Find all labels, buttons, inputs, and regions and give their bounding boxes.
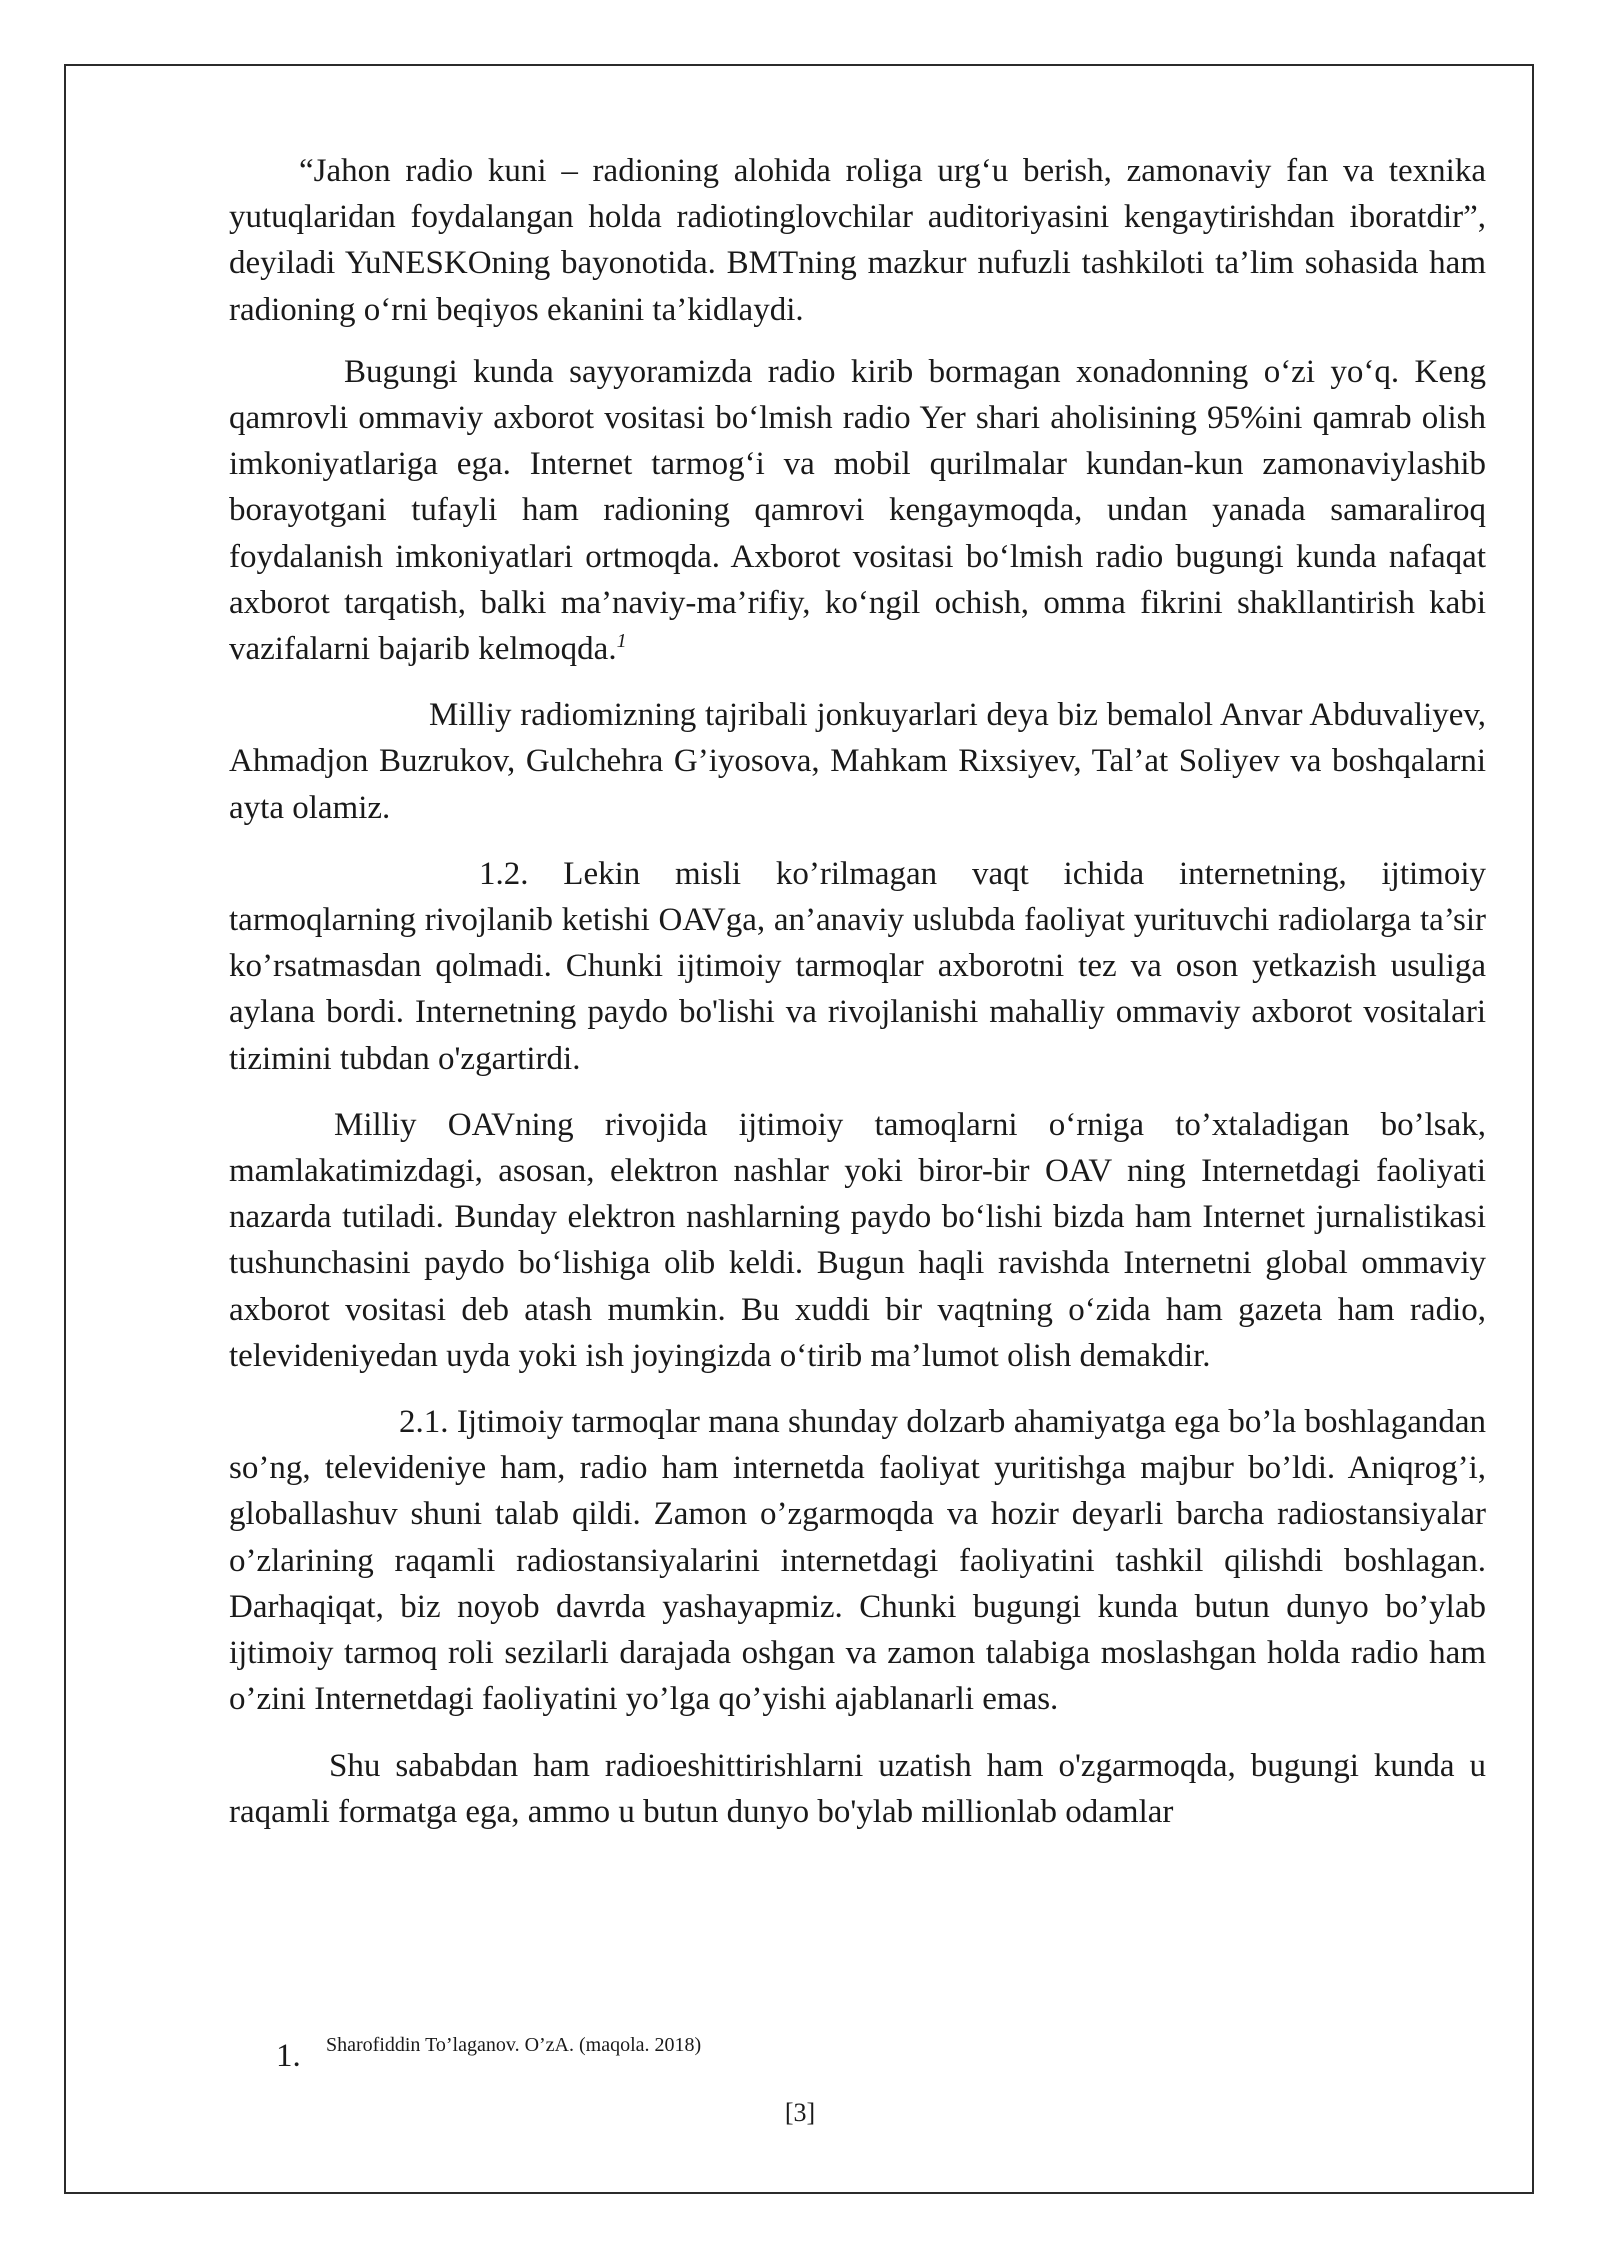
paragraph-broadcast-change: Shu sababdan ham radioeshittirishlarni uzatish ham o'zgarmoqda, bugungi kunda u raqamli formatga ega, ammo u butun dunyo bo'ylab millionlab odamlar [229,1747,1486,1830]
footnote [276,2030,1376,2076]
document-body [229,148,1486,1851]
paragraph-national-radio-figures: Milliy radiomizning tajribali jonkuyarlari deya biz bemalol Anvar Abduvaliyev, Ahmadjon Buzrukov, Gulchehra G’iyosova, Mahkam Rixsiyev, Tal’at Soliyev va boshqalarni ayta olamiz. [229,697,1486,826]
paragraph-section-1-2: 1.2. Lekin misli ko’rilmagan vaqt ichida internetning, ijtimoiy tarmoqlarning rivojlanib ketishi OAVga, an’anaviy uslubda faoliyat yurituvchi radiolarga ta’sir ko’rsatmasdan qolmadi. Chunki ijtimoiy tarmoqlar axborotni tez va oson yetkazish usuliga aylana bordi. Internetning paydo bo'lishi va rivojlanishi mahalliy ommaviy axborot vositalari tizimini tubdan o'zgartirdi. [229,855,1486,1077]
paragraph-unesco-statement: “Jahon radio kuni – radioning alohida roliga urg‘u berish, zamonaviy fan va texnika yutuqlaridan foydalangan holda radiotinglovchilar auditoriyasini kengaytirishdan iboratdir”, deyiladi YuNESKOning bayonotida. BMTning mazkur nufuzli tashkiloti ta’lim sohasida ham radioning o‘rni beqiyos ekanini ta’kidlaydi. [229,153,1486,328]
footnote-reference: 1 [616,630,627,653]
footnote-number: 1. [276,2038,301,2074]
footnote-text: Sharofiddin To’laganov. O’zA. (maqola. 2018) [326,2034,702,2056]
paragraph-national-media-online: Milliy OAVning rivojida ijtimoiy tamoqlarni o‘rniga to’xtaladigan bo’lsak, mamlakatimizdagi, asosan, elektron nashlar yoki biror-bir OAV ning Internetdagi faoliyati nazarda tutiladi. Bunday elektron nashlarning paydo bo‘lishi bizda ham Internet jurnalistikasi tushunchasini paydo bo‘lishiga olib keldi. Bugun haqli ravishda Internetni global ommaviy axborot vositasi deb atash mumkin. Bu xuddi bir vaqtning o‘zida ham gazeta ham radio, televideniyedan uyda yoki ish joyingizda o‘tirib ma’lumot olish demakdir. [229,1106,1486,1374]
paragraph-radio-reach-text: Bugungi kunda sayyoramizda radio kirib bormagan xonadonning o‘zi yo‘q. Keng qamrovli ommaviy axborot vositasi bo‘lmish radio Yer shari aholisining 95%ini qamrab olish imkoniyatlariga ega. Internet tarmog‘i va mobil qurilmalar kundan-kun zamonaviylashib borayotgani tufayli ham radioning qamrovi kengaymoqda, undan yanada samaraliroq foydalanish imkoniyatlari ortmoqda. Axborot vositasi bo‘lmish radio bugungi kunda nafaqat axborot tarqatish, balki ma’naviy-ma’rifiy, ko‘ngil ochish, omma fikrini shakllantirish kabi vazifalarni bajarib kelmoqda. [229,353,1486,668]
paragraph-section-2-1: 2.1. Ijtimoiy tarmoqlar mana shunday dolzarb ahamiyatga ega bo’la boshlagandan so’ng, televideniye ham, radio ham internetda faoliyat yuritishga majbur bo’ldi. Aniqrog’i, globallashuv shuni talab qildi. Zamon o’zgarmoqda va hozir deyarli barcha radiostansiyalar o’zlarining raqamli radiostansiyalarini internetdagi faoliyatini tashkil qilishdi boshlagan. Darhaqiqat, biz noyob davrda yashayapmiz. Chunki bugungi kunda butun dunyo bo’ylab ijtimoiy tarmoq roli sezilarli darajada oshgan va zamon talabiga moslashgan holda radio ham o’zini Internetdagi faoliyatini yo’lga qo’yishi ajablanarli emas. [229,1404,1486,1718]
page-number: [3] [784,2098,816,2127]
paragraph-radio-reach [229,349,1486,672]
